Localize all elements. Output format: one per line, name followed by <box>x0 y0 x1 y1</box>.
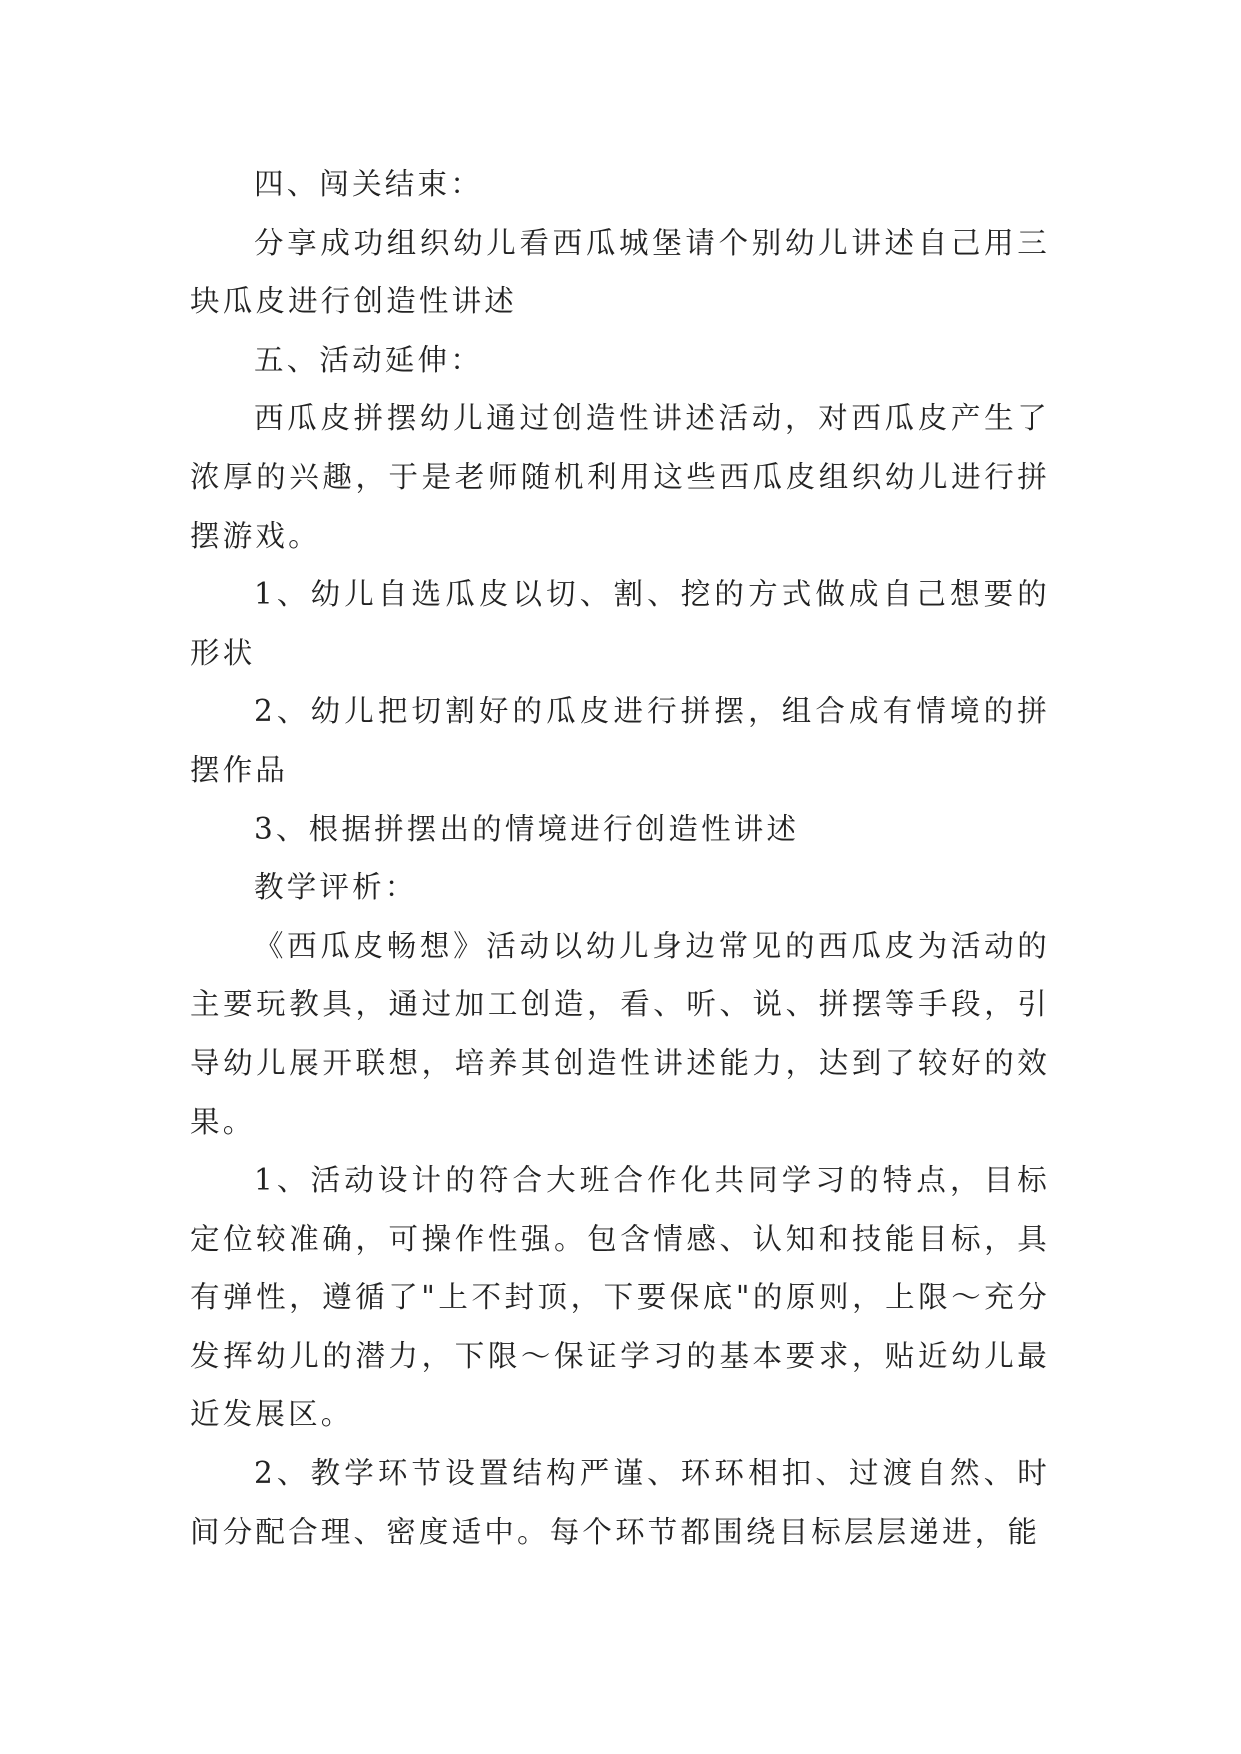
evaluation-item-2: 2、教学环节设置结构严谨、环环相扣、过渡自然、时间分配合理、密度适中。每个环节都围绕目标层层递进，能 <box>190 1456 1050 1549</box>
evaluation-item-1: 1、活动设计的符合大班合作化共同学习的特点，目标定位较准确，可操作性强。包含情感、认知和技能目标，具有弹性，遵循了"上不封顶，下要保底"的原则，上限～充分发挥幼儿的潜力，下限～保证学习的基本要求，贴近幼儿最近发展区。 <box>190 1163 1050 1432</box>
list-item-2: 2、幼儿把切割好的瓜皮进行拼摆，组合成有情境的拼摆作品 <box>190 694 1050 787</box>
list-item-1: 1、幼儿自选瓜皮以切、割、挖的方式做成自己想要的形状 <box>190 577 1050 670</box>
list-item-3: 3、根据拼摆出的情境进行创造性讲述 <box>254 811 800 846</box>
document-body <box>190 155 1050 1561</box>
paragraph: 《西瓜皮畅想》活动以幼儿身边常见的西瓜皮为活动的主要玩教具，通过加工创造，看、听、说、拼摆等手段，引导幼儿展开联想，培养其创造性讲述能力，达到了较好的效果。 <box>190 928 1050 1139</box>
paragraph: 分享成功组织幼儿看西瓜城堡请个别幼儿讲述自己用三块瓜皮进行创造性讲述 <box>190 225 1050 319</box>
section-heading-evaluation: 教学评析： <box>254 870 418 905</box>
section-heading-4: 四、闯关结束： <box>254 167 483 201</box>
paragraph: 西瓜皮拼摆幼儿通过创造性讲述活动，对西瓜皮产生了浓厚的兴趣，于是老师随机利用这些西瓜皮组织幼儿进行拼摆游戏。 <box>190 401 1050 553</box>
section-heading-5: 五、活动延伸： <box>254 342 483 377</box>
